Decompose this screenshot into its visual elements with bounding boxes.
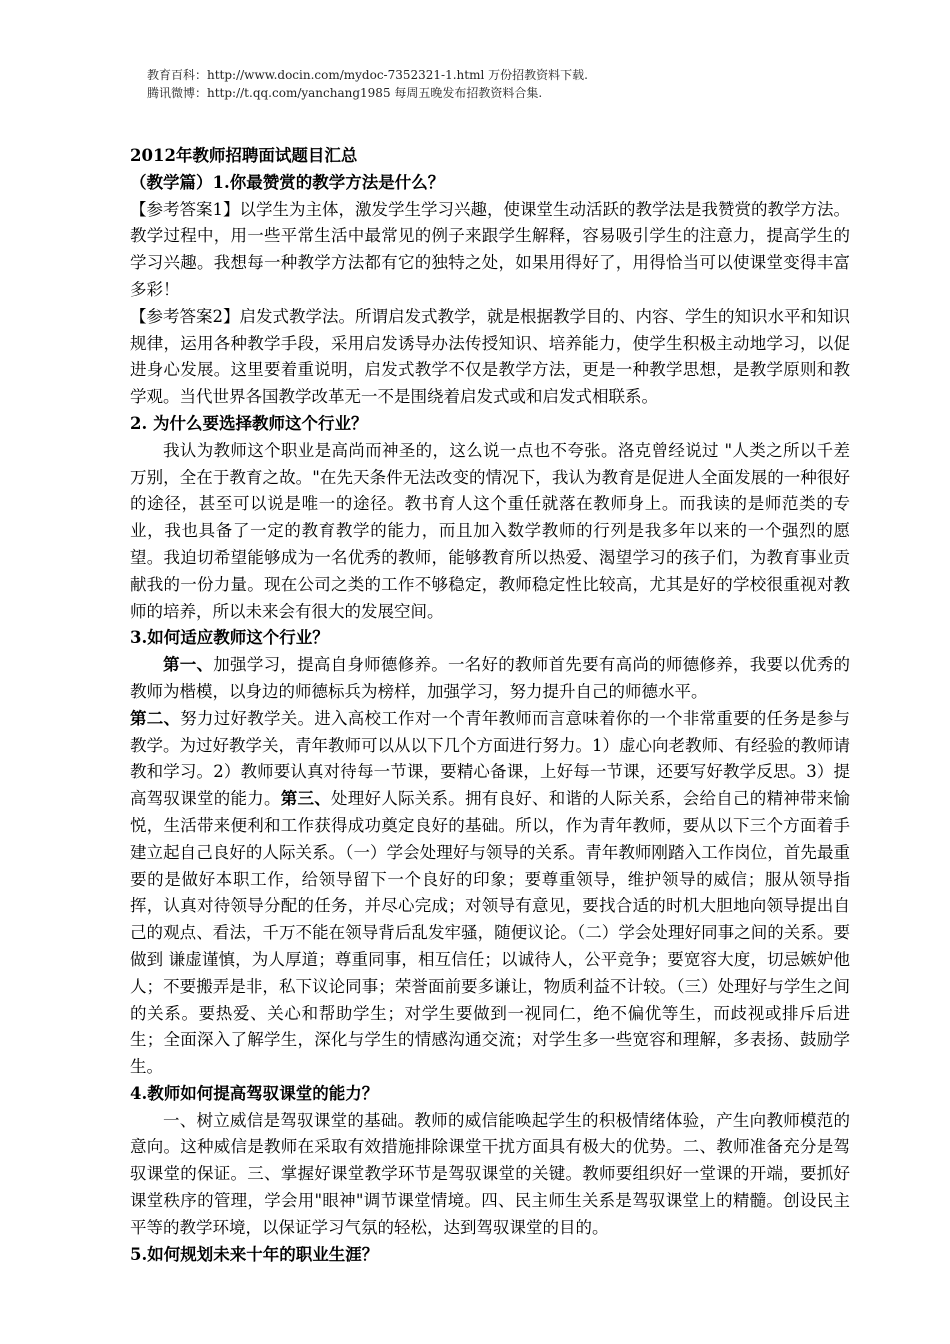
point-2-text: 努力过好教学关。进入高校工作对一个青年教师而言意味着你的一个非常重要的任务是参与教学。为过好教学关，青年教师可以从以下几个方面进行努力。1）虚心向老教师、有经验的教师请教和学习。2）教师要认真对待每一节课，要精心备课，上好每一节课，还要写好教学反思。3）提高驾驭课堂的能力。 [130,708,850,809]
header-line-weibo: 腾讯微博：http://t.qq.com/yanchang1985 每周五晚发布招教资料合集. [147,86,543,100]
question-1-answer-1: 【参考答案1】以学生为主体，激发学生学习兴趣，使课堂生动活跃的教学法是我赞赏的教学方法。教学过程中，用一些平常生活中最常见的例子来跟学生解释，容易吸引学生的注意力，提高学生的学习兴趣。我想每一种教学方法都有它的独特之处，如果用得好了，用得恰当可以使课堂变得丰富多彩！ [130,199,850,299]
question-1-answer-2: 【参考答案2】启发式教学法。所谓启发式教学，就是根据教学目的、内容、学生的知识水平和知识规律，运用各种教学手段，采用启发诱导办法传授知识、培养能力，使学生积极主动地学习，以促进身心发展。这里要着重说明，启发式教学不仅是教学方法，更是一种教学思想，是教学原则和教学观。当代世界各国教学改革无一不是围绕着启发式或和启发式相联系。 [130,306,850,407]
point-3-text: 处理好人际关系。拥有良好、和谐的人际关系，会给自己的精神带来愉悦，生活带来便利和工作获得成功奠定良好的基础。所以，作为青年教师，要从以下三个方面着手建立起自己良好的人际关系。（一）学会处理好与领导的关系。青年教师刚踏入工作岗位，首先最重要的是做好本职工作，给领导留下一个良好的印象；要尊重领导，维护领导的威信；服从领导指挥，认真对待领导分配的任务，并尽心完成；对领导有意见，要找合适的时机大胆地向领导提出自己的观点、看法，千万不能在领导背后乱发牢骚，随便议论。（二）学会处理好同事之间的关系。要做到 谦虚谨慎，为人厚道；尊重同事，相互信任；以诚待人，公平竞争；要宽容大度，切忌嫉妒他人；不要搬弄是非，私下议论同事；荣誉面前要多谦让，物质利益不计较。（三）处理好与学生之间的关系。要热爱、关心和帮助学生；对学生要做到一视同仁，绝不偏优等生，而歧视或排斥后进生；全面深入了解学生，深化与学生的情感沟通交流；对学生多一些宽容和理解，多表扬、鼓励学生。 [130,789,850,1077]
page-header [147,66,588,102]
point-3-label: 第三、 [280,789,331,809]
point-1-text: 加强学习，提高自身师德修养。一名好的教师首先要有高尚的师德修养，我要以优秀的教师为楷模，以身边的师德标兵为榜样，加强学习，努力提升自己的师德水平。 [130,655,851,701]
point-2-label: 第二、 [130,708,181,728]
question-3-points-2-3 [130,706,850,1081]
question-4-heading: 4.教师如何提高驾驭课堂的能力？ [130,1083,379,1103]
question-1-heading: （教学篇）1.你最赞赏的教学方法是什么？ [130,172,445,192]
question-2-answer: 我认为教师这个职业是高尚而神圣的，这么说一点也不夸张。洛克曾经说过 "人类之所以千差万别，全在于教育之故。"在先天条件无法改变的情况下，我认为教育是促进人全面发展的一种很好的途径，甚至可以说是唯一的途径。教书育人这个重任就落在教师身上。而我读的是师范类的专业，我也具备了一定的教育教学的能力，而且加入数学教师的行列是我多年以来的一个强烈的愿望。我迫切希望能够成为一名优秀的教师，能够教育所以热爱、渴望学习的孩子们，为教育事业贡献我的一份力量。现在公司之类的工作不够稳定，教师稳定性比较高，尤其是好的学校很重视对教师的培养，所以未来会有很大的发展空间。 [130,440,850,621]
point-1-label: 第一、 [163,655,214,675]
question-2-heading: 2. 为什么要选择教师这个行业？ [130,413,368,433]
question-5-heading: 5.如何规划未来十年的职业生涯？ [130,1244,379,1264]
question-3-heading: 3.如何适应教师这个行业？ [130,628,329,648]
header-line-docin: 教育百科：http://www.docin.com/mydoc-7352321-1.html 万份招教资料下载. [147,68,588,82]
question-4-answer: 一、树立威信是驾驭课堂的基础。教师的威信能唤起学生的积极情绪体验，产生向教师模范的意向。这种威信是教师在采取有效措施排除课堂干扰方面具有极大的优势。二、教师准备充分是驾驭课堂的保证。三、掌握好课堂教学环节是驾驭课堂的关键。教师要组织好一堂课的开端，要抓好课堂秩序的管理，学会用"眼神"调节课堂情境。四、民主师生关系是驾驭课堂上的精髓。创设民主平等的教学环境，以保证学习气氛的轻松，达到驾驭课堂的目的。 [130,1110,850,1237]
question-3-point-1 [130,652,850,706]
document-title: 2012年教师招聘面试题目汇总 [130,146,358,165]
document-body [130,143,850,1268]
